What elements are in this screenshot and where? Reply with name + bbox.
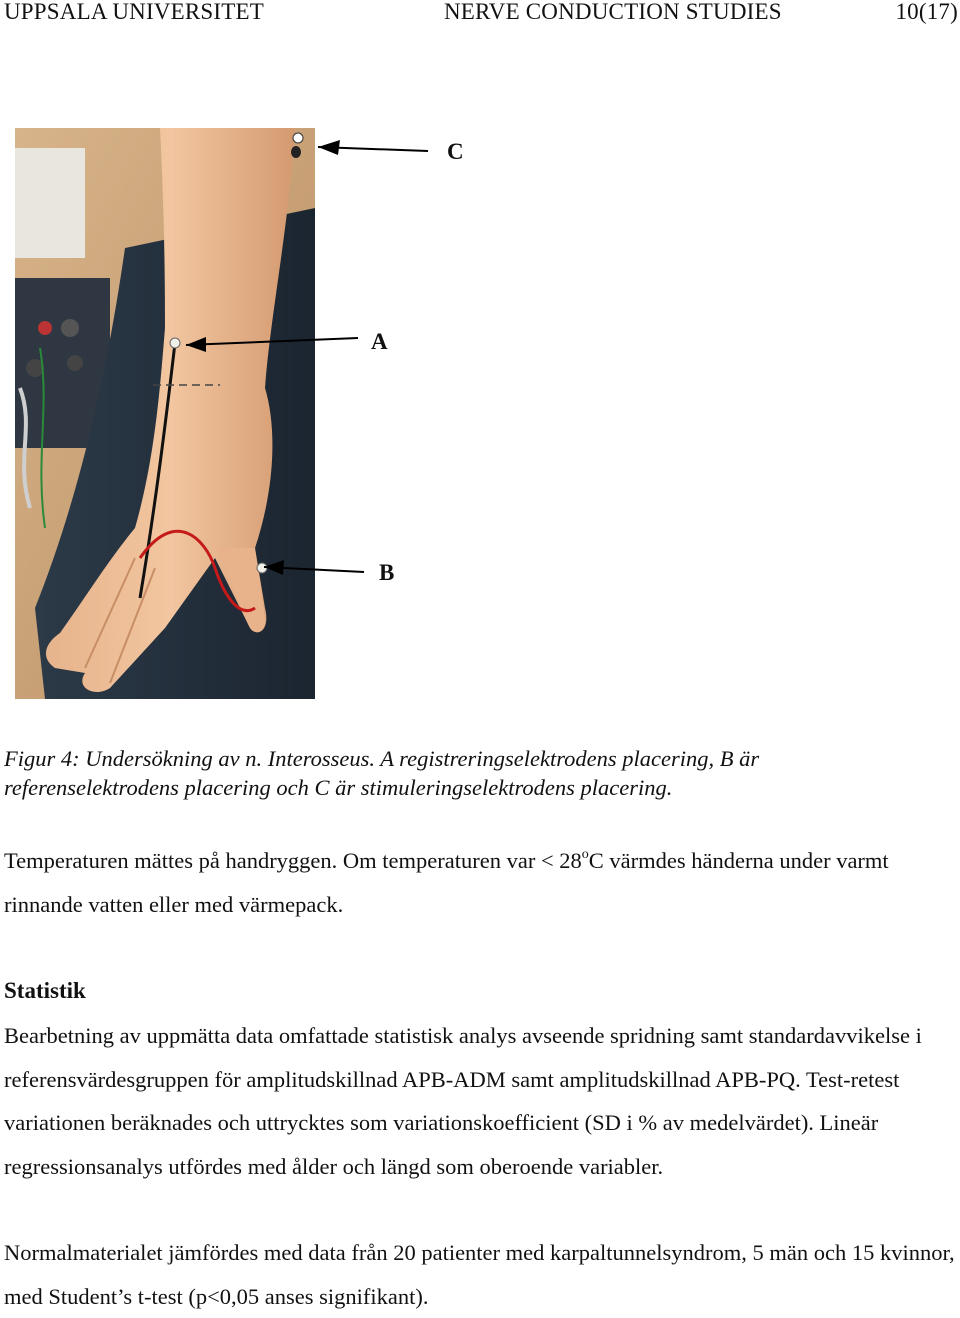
figure-label-c: C xyxy=(447,139,464,164)
header-page-number: 10(17) xyxy=(895,0,958,24)
degree-superscript: o xyxy=(581,847,589,862)
header-title: NERVE CONDUCTION STUDIES xyxy=(444,0,782,24)
figure-label-a: A xyxy=(371,329,388,354)
temperature-text-before: Temperaturen mättes på handryggen. Om temperaturen var < 28 xyxy=(4,848,582,873)
caption-line-1: Figur 4: Undersökning av n. Interosseus. A registreringselektrodens placering, B är xyxy=(4,746,760,771)
temperature-paragraph xyxy=(4,839,956,926)
figure-caption xyxy=(4,744,954,802)
statistik-paragraph: Bearbetning av uppmätta data omfattade statistisk analys avseende spridning samt standardavvikelse i referensvärdesgruppen för amplitudskillnad APB-ADM samt amplitudskillnad APB-PQ. Test-retest variationen beräknades och uttrycktes som variationskoefficient (SD i % av medelvärdet). Lineär regressionsanalys utfördes med ålder och längd som oberoende variabler. xyxy=(4,1023,922,1179)
caption-line-2: referenselektrodens placering och C är stimuleringselektrodens placering. xyxy=(4,775,673,800)
header-university: UPPSALA UNIVERSITET xyxy=(4,0,265,24)
normalmaterial-paragraph: Normalmaterialet jämfördes med data från 20 patienter med karpaltunnelsyndrom, 5 män och 15 kvinnor, med Student’s t-test (p<0,05 anses signifikant). xyxy=(4,1240,955,1309)
figure-label-b: B xyxy=(379,560,395,585)
section-heading-statistik: Statistik xyxy=(4,978,86,1003)
temperature-text-after: C värmdes händerna under varmt rinnande vatten eller med värmepack. xyxy=(4,848,889,917)
